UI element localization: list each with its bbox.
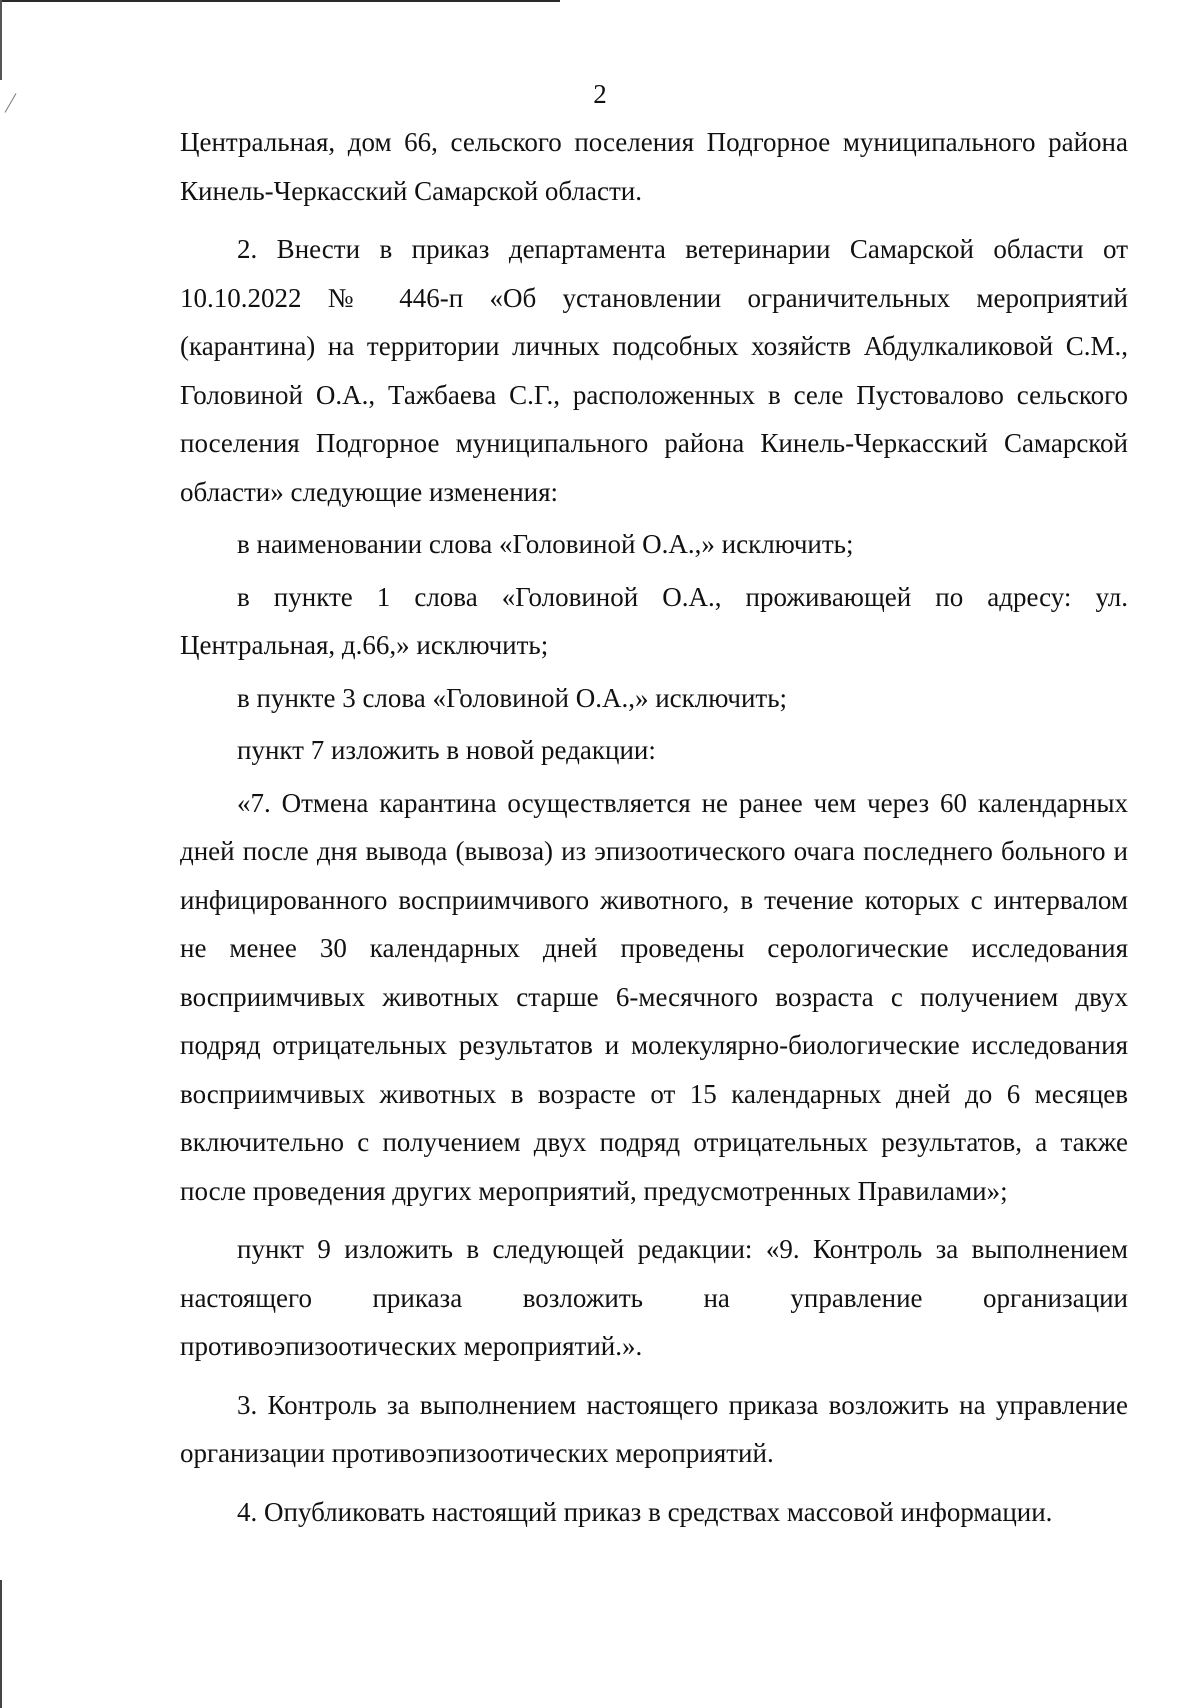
paragraph-item-4: 4. Опубликовать настоящий приказ в средствах массовой информации. bbox=[237, 1496, 1053, 1527]
paragraph-change-point-1: в пункте 1 слова «Головиной О.А., проживающей по адресу: ул. Центральная, д.66,» исключить; bbox=[180, 581, 1128, 660]
scan-edge-top bbox=[0, 0, 560, 2]
paragraph-address-continuation: Центральная, дом 66, сельского поселения Подгорное муниципального района Кинель-Черкасский Самарской области. bbox=[180, 127, 1128, 206]
paragraph-change-point-3: в пункте 3 слова «Головиной О.А.,» исключить; bbox=[237, 682, 788, 713]
page-number: 2 bbox=[593, 79, 607, 109]
paragraph-point-7-text: «7. Отмена карантина осуществляется не ранее чем через 60 календарных дней после дня вывода (вывоза) из эпизоотического очага последнего больного и инфицированного восприимчивого животного, в течение которых с интервалом не менее 30 календарных дней проведены серологические исследования восприимчивых животных старше 6-месячного возраста с получением двух подряд отрицательных результатов и молекулярно-биологические исследования восприимчивых животных в возрасте от 15 календарных дней до 6 месяцев включительно с получением двух подряд отрицательных результатов, а также после проведения других мероприятий, предусмотренных Правилами»; bbox=[180, 787, 1128, 1206]
scan-edge-left-bottom bbox=[0, 1580, 2, 1708]
scan-edge-left bbox=[0, 0, 2, 80]
document-body bbox=[180, 118, 1128, 1536]
paragraph-item-3: 3. Контроль за выполнением настоящего приказа возложить на управление организации противоэпизоотических мероприятий. bbox=[180, 1389, 1128, 1468]
paragraph-change-point-7-intro: пункт 7 изложить в новой редакции: bbox=[237, 735, 656, 765]
paragraph-item-2: 2. Внести в приказ департамента ветеринарии Самарской области от 10.10.2022 № 446-п «Об установлении ограничительных мероприятий (карантина) на территории личных подсобных хозяйств Абдулкаликовой С.М., Головиной О.А., Тажбаева С.Г., расположенных в селе Пустовалово сельского поселения Подгорное муниципального района Кинель-Черкасский Самарской области» следующие изменения: bbox=[180, 234, 1128, 507]
paragraph-change-point-9: пункт 9 изложить в следующей редакции: «9. Контроль за выполнением настоящего приказа возложить на управление организации противоэпизоотических мероприятий.». bbox=[180, 1234, 1128, 1361]
paragraph-change-title: в наименовании слова «Головиной О.А.,» исключить; bbox=[237, 529, 854, 559]
